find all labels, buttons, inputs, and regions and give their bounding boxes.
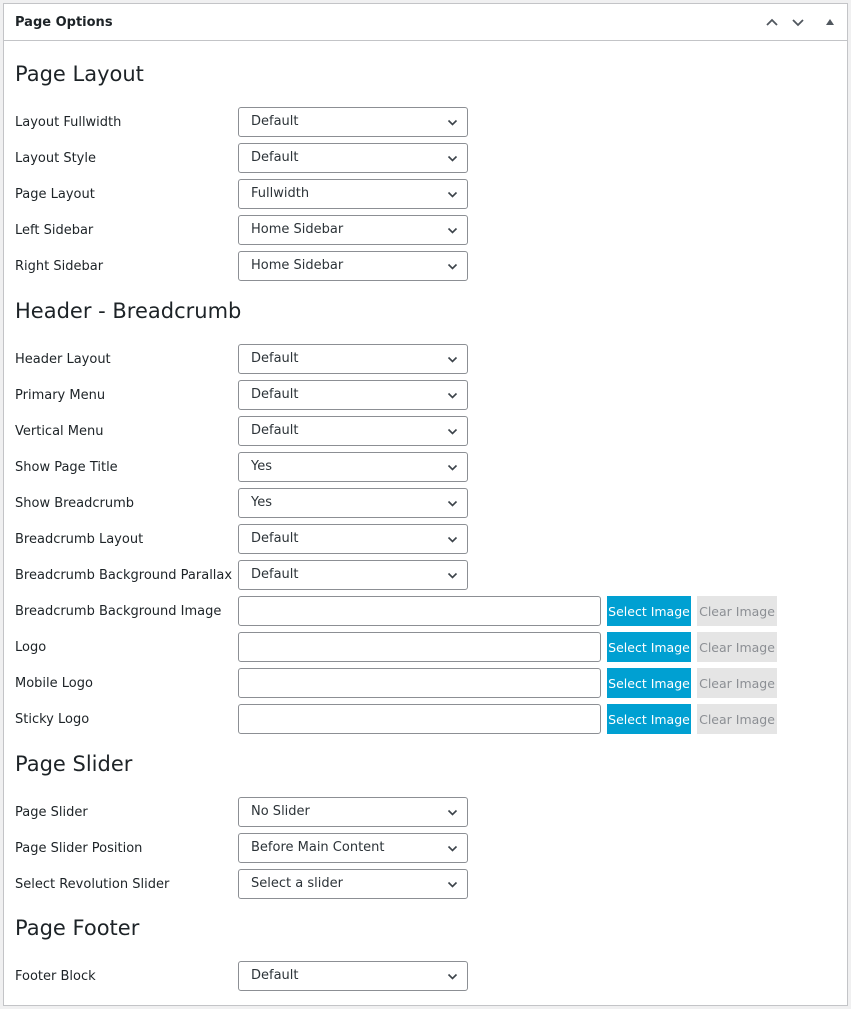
- label-layout-style: Layout Style: [15, 151, 96, 166]
- select-value: Fullwidth: [251, 186, 310, 201]
- section-title-page-slider: Page Slider: [15, 752, 133, 776]
- label-show-page-title: Show Page Title: [15, 460, 118, 475]
- chevron-down-icon: [447, 261, 458, 272]
- mobile-logo-clear-image-button[interactable]: Clear Image: [697, 668, 777, 698]
- logo-clear-image-button[interactable]: Clear Image: [697, 632, 777, 662]
- label-page-slider-position: Page Slider Position: [15, 841, 143, 856]
- breadcrumb-bg-clear-image-button[interactable]: Clear Image: [697, 596, 777, 626]
- page-layout-select[interactable]: [238, 179, 468, 209]
- chevron-down-icon: [447, 354, 458, 365]
- show-page-title-select[interactable]: [238, 452, 468, 482]
- vertical-menu-select[interactable]: [238, 416, 468, 446]
- select-value: Home Sidebar: [251, 222, 344, 237]
- label-show-breadcrumb: Show Breadcrumb: [15, 496, 135, 511]
- chevron-up-icon: [765, 15, 779, 29]
- select-value: Select a slider: [251, 876, 343, 891]
- page-slider-position-select[interactable]: [238, 833, 468, 863]
- select-value: Default: [251, 387, 299, 402]
- chevron-down-icon: [447, 498, 458, 509]
- header-layout-select[interactable]: [238, 344, 468, 374]
- layout-style-select[interactable]: [238, 143, 468, 173]
- label-breadcrumb-parallax: Breadcrumb Background Parallax: [15, 568, 233, 583]
- label-breadcrumb-bg-image: Breadcrumb Background Image: [15, 604, 222, 619]
- triangle-up-icon: [825, 17, 835, 27]
- chevron-down-icon: [447, 462, 458, 473]
- breadcrumb-layout-select[interactable]: [238, 524, 468, 554]
- breadcrumb-bg-image-input[interactable]: [238, 596, 601, 626]
- breadcrumb-parallax-select[interactable]: [238, 560, 468, 590]
- select-value: Default: [251, 351, 299, 366]
- label-page-layout: Page Layout: [15, 187, 95, 202]
- page-slider-select[interactable]: [238, 797, 468, 827]
- label-breadcrumb-layout: Breadcrumb Layout: [15, 532, 144, 547]
- chevron-down-icon: [791, 15, 805, 29]
- label-revolution-slider: Select Revolution Slider: [15, 877, 170, 892]
- panel-title: Page Options: [15, 15, 113, 30]
- select-value: Default: [251, 423, 299, 438]
- logo-select-image-button[interactable]: Select Image: [607, 632, 691, 662]
- left-sidebar-select[interactable]: [238, 215, 468, 245]
- chevron-down-icon: [447, 879, 458, 890]
- select-value: Default: [251, 150, 299, 165]
- chevron-down-icon: [447, 390, 458, 401]
- chevron-down-icon: [447, 570, 458, 581]
- chevron-down-icon: [447, 971, 458, 982]
- mobile-logo-input[interactable]: [238, 668, 601, 698]
- right-sidebar-select[interactable]: [238, 251, 468, 281]
- panel-header: [4, 4, 847, 41]
- toggle-panel-button[interactable]: [820, 12, 840, 32]
- select-value: Default: [251, 968, 299, 983]
- label-right-sidebar: Right Sidebar: [15, 259, 104, 274]
- chevron-down-icon: [447, 189, 458, 200]
- revolution-slider-select[interactable]: [238, 869, 468, 899]
- move-up-button[interactable]: [762, 12, 782, 32]
- label-page-slider: Page Slider: [15, 805, 88, 820]
- chevron-down-icon: [447, 426, 458, 437]
- select-value: Default: [251, 567, 299, 582]
- breadcrumb-bg-select-image-button[interactable]: Select Image: [607, 596, 691, 626]
- label-vertical-menu: Vertical Menu: [15, 424, 104, 439]
- select-value: No Slider: [251, 804, 310, 819]
- page-options-panel: [3, 3, 848, 1006]
- layout-fullwidth-select[interactable]: [238, 107, 468, 137]
- select-value: Yes: [251, 459, 272, 474]
- sticky-logo-select-image-button[interactable]: Select Image: [607, 704, 691, 734]
- select-value: Default: [251, 114, 299, 129]
- chevron-down-icon: [447, 843, 458, 854]
- mobile-logo-select-image-button[interactable]: Select Image: [607, 668, 691, 698]
- select-value: Before Main Content: [251, 840, 385, 855]
- chevron-down-icon: [447, 153, 458, 164]
- label-logo: Logo: [15, 640, 47, 655]
- show-breadcrumb-select[interactable]: [238, 488, 468, 518]
- chevron-down-icon: [447, 117, 458, 128]
- label-primary-menu: Primary Menu: [15, 388, 106, 403]
- select-value: Yes: [251, 495, 272, 510]
- sticky-logo-clear-image-button[interactable]: Clear Image: [697, 704, 777, 734]
- label-mobile-logo: Mobile Logo: [15, 676, 93, 691]
- primary-menu-select[interactable]: [238, 380, 468, 410]
- label-sticky-logo: Sticky Logo: [15, 712, 90, 727]
- select-value: Default: [251, 531, 299, 546]
- chevron-down-icon: [447, 225, 458, 236]
- label-left-sidebar: Left Sidebar: [15, 223, 94, 238]
- label-layout-fullwidth: Layout Fullwidth: [15, 115, 122, 130]
- sticky-logo-input[interactable]: [238, 704, 601, 734]
- move-down-button[interactable]: [788, 12, 808, 32]
- chevron-down-icon: [447, 807, 458, 818]
- section-title-header-breadcrumb: Header - Breadcrumb: [15, 299, 242, 323]
- select-value: Home Sidebar: [251, 258, 344, 273]
- section-title-page-layout: Page Layout: [15, 62, 144, 86]
- footer-block-select[interactable]: [238, 961, 468, 991]
- section-title-page-footer: Page Footer: [15, 916, 140, 940]
- logo-input[interactable]: [238, 632, 601, 662]
- chevron-down-icon: [447, 534, 458, 545]
- label-footer-block: Footer Block: [15, 969, 96, 984]
- label-header-layout: Header Layout: [15, 352, 111, 367]
